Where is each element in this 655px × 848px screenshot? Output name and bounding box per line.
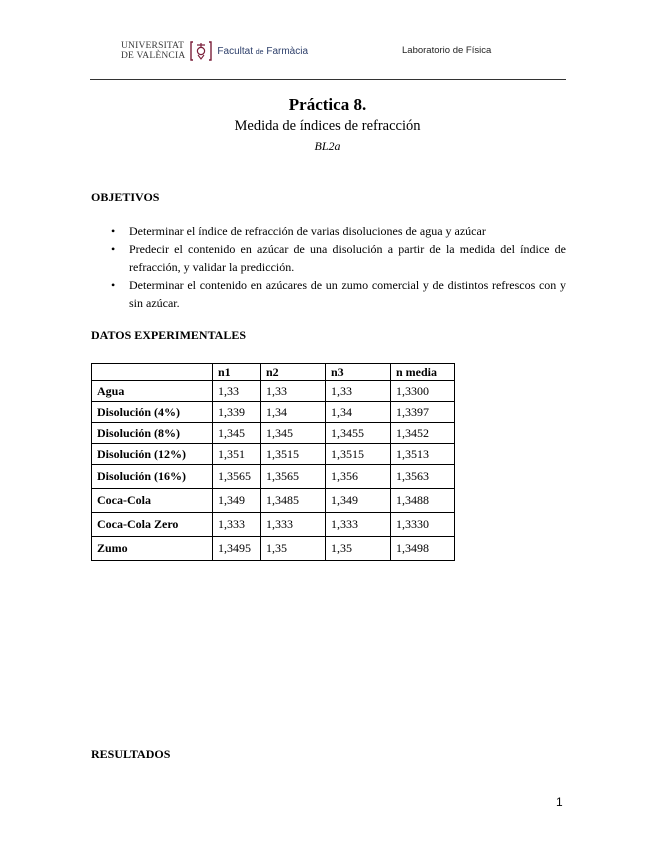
table-cell: Zumo xyxy=(92,537,213,561)
table-cell: Disolución (8%) xyxy=(92,423,213,444)
table-cell: 1,35 xyxy=(261,537,326,561)
table-row xyxy=(92,489,455,513)
table-cell: 1,35 xyxy=(326,537,391,561)
table-cell: 1,3513 xyxy=(391,444,455,465)
university-name-line1: UNIVERSITAT xyxy=(121,41,185,51)
table-cell: 1,3397 xyxy=(391,402,455,423)
table-cell: 1,3455 xyxy=(326,423,391,444)
objetivo-text: Predecir el contenido en azúcar de una disolución a partir de la medida del índice de refracción, y validar la predicción. xyxy=(129,242,566,274)
university-emblem-icon xyxy=(189,39,213,63)
table-header-cell: n media xyxy=(391,364,455,381)
table-cell: 1,345 xyxy=(261,423,326,444)
university-name-line2: DE VALÈNCIA xyxy=(121,51,186,61)
table-header-cell: n2 xyxy=(261,364,326,381)
page-number: 1 xyxy=(556,795,563,809)
table-cell: 1,3495 xyxy=(213,537,261,561)
university-logo xyxy=(121,38,308,64)
table-cell: 1,351 xyxy=(213,444,261,465)
table-cell: 1,3452 xyxy=(391,423,455,444)
datos-heading: DATOS EXPERIMENTALES xyxy=(91,328,247,342)
table-cell: 1,34 xyxy=(261,402,326,423)
table-cell: 1,33 xyxy=(213,381,261,402)
faculty-name-text: Farmàcia xyxy=(266,45,309,57)
list-item xyxy=(91,222,566,240)
bullet-icon: • xyxy=(111,242,116,256)
table-cell: 1,3498 xyxy=(391,537,455,561)
table-cell: 1,3485 xyxy=(261,489,326,513)
page-title: Práctica 8. xyxy=(288,95,367,114)
faculty-name xyxy=(217,46,308,57)
table-header-cell: n1 xyxy=(213,364,261,381)
table-cell: 1,349 xyxy=(326,489,391,513)
table-cell: 1,3563 xyxy=(391,465,455,489)
bullet-icon: • xyxy=(111,278,116,292)
page-subtitle: Medida de índices de refracción xyxy=(234,118,421,134)
table-row xyxy=(92,444,455,465)
table-row xyxy=(92,381,455,402)
resultados-heading: RESULTADOS xyxy=(91,747,171,761)
table-cell: 1,3515 xyxy=(261,444,326,465)
table-cell: 1,356 xyxy=(326,465,391,489)
table-cell: 1,333 xyxy=(213,513,261,537)
table-row xyxy=(92,423,455,444)
table-row xyxy=(92,402,455,423)
objetivos-heading: OBJETIVOS xyxy=(91,190,160,204)
table-cell: 1,34 xyxy=(326,402,391,423)
table-cell: 1,3515 xyxy=(326,444,391,465)
university-name xyxy=(121,41,185,61)
table-cell: 1,339 xyxy=(213,402,261,423)
table-row xyxy=(92,537,455,561)
table-cell: 1,333 xyxy=(326,513,391,537)
list-item xyxy=(91,240,566,276)
table-cell: 1,345 xyxy=(213,423,261,444)
table-row xyxy=(92,465,455,489)
table-row xyxy=(92,513,455,537)
table-header-cell xyxy=(92,364,213,381)
table-cell: Coca-Cola Zero xyxy=(92,513,213,537)
table-cell: 1,349 xyxy=(213,489,261,513)
table-cell: Coca-Cola xyxy=(92,489,213,513)
table-header-row xyxy=(92,364,455,381)
table-cell: 1,3330 xyxy=(391,513,455,537)
table-cell: Disolución (4%) xyxy=(92,402,213,423)
table-cell: 1,3300 xyxy=(391,381,455,402)
practice-code: BL2a xyxy=(314,139,341,153)
table-cell: 1,33 xyxy=(326,381,391,402)
table-cell: 1,333 xyxy=(261,513,326,537)
table-cell: 1,3565 xyxy=(213,465,261,489)
table-cell: Agua xyxy=(92,381,213,402)
table-cell: Disolución (16%) xyxy=(92,465,213,489)
lab-label: Laboratorio de Física xyxy=(402,45,492,56)
table-cell: 1,33 xyxy=(261,381,326,402)
table-cell: 1,3565 xyxy=(261,465,326,489)
table-cell: 1,3488 xyxy=(391,489,455,513)
objetivo-text: Determinar el índice de refracción de varias disoluciones de agua y azúcar xyxy=(129,224,486,238)
table-cell: Disolución (12%) xyxy=(92,444,213,465)
header-divider xyxy=(90,79,566,80)
data-table xyxy=(91,363,455,561)
bullet-icon: • xyxy=(111,224,116,238)
table-header-cell: n3 xyxy=(326,364,391,381)
faculty-de: de xyxy=(255,48,264,56)
objetivos-list xyxy=(91,222,566,312)
faculty-word: Facultat xyxy=(217,45,253,57)
objetivo-text: Determinar el contenido en azúcares de un zumo comercial y de distintos refrescos con y sin azúcar. xyxy=(129,278,566,310)
list-item xyxy=(91,276,566,312)
